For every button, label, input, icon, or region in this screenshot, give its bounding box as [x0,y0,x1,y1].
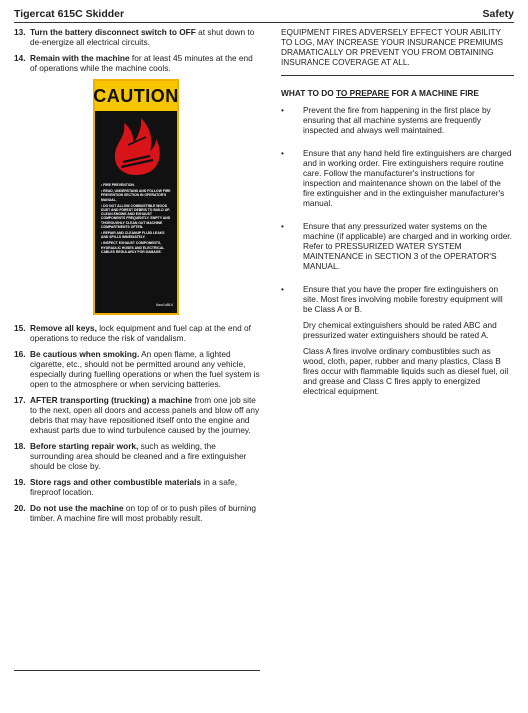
bullet-item [281,105,514,141]
heading-underlined: TO PREPARE [336,88,390,98]
right-column [281,27,514,409]
bullet-paragraph: Ensure that any pressurized water systems on the machine (if applicable) are charged and in working order. Refer to PRESSURIZED WATER SYSTEM MAINTENANCE in SECTION 3 of the OPERATOR'S MANUAL. [303,221,512,271]
item-text [30,441,260,471]
item-body: lock equipment and fuel cap at the end of operations to reduce the risk of vandalism. [30,323,251,343]
list-item [14,53,260,73]
caution-item: • REPAIR AND CLEANUP FLUID LEAKS AND SPILLS IMMEDIATELY. [101,231,165,240]
insurance-warning: EQUIPMENT FIRES ADVERSELY EFFECT YOUR ABILITY TO LOG, MAY INCREASE YOUR INSURANCE PREMIUMS DRAMATICALLY OR PREVENT YOU FROM OBTAINING INSURANCE COVERAGE AT ALL. [281,27,504,67]
item-text [30,395,260,435]
list-item [14,323,260,343]
item-text [30,27,260,47]
item-text [30,503,260,523]
page-header [14,6,514,20]
bullet-body [303,221,514,277]
item-number: 18. [14,441,26,451]
caution-list [101,183,171,254]
header-section: Safety [482,8,514,20]
bullet-item [281,284,514,402]
item-body: from one job site to the next, open all doors and access panels and blow off any debris that may have repositioned itself onto the engine and exhaust parts due to wind turbulence caused by the journey. [30,395,260,435]
item-lead: Do not use the machine [30,503,124,513]
caution-item: • READ, UNDERSTAND AND FOLLOW FIRE PREVENTION SECTION IN OPERATOR'S MANUAL. [101,189,171,202]
item-lead: Turn the battery disconnect switch to OFF [30,27,196,37]
heading-suffix: FOR A MACHINE FIRE [389,88,479,98]
header-title: Tigercat 615C Skidder [14,8,125,20]
bullet-paragraph: Prevent the fire from happening in the first place by ensuring that all machine systems are frequently inspected and always well maintained. [303,105,491,135]
bullet-body [303,148,514,214]
item-number: 15. [14,323,26,333]
item-body: for at least 45 minutes at the end of operations while the machine cools. [30,53,253,73]
list-item [14,441,260,471]
caution-title: CAUTION [95,81,177,111]
item-lead: Before starting repair work, [30,441,139,451]
caution-item: • INSPECT EXHAUST COMPONENTS, HYDRAULIC HOSES AND ELECTRICAL CABLES REGULARLY FOR DAMAGE. [101,241,165,254]
item-text [30,53,260,73]
bullet-dot: • [281,284,284,294]
item-lead: Remove all keys, [30,323,97,333]
item-text [30,323,260,343]
item-body: in a safe, fireproof location. [30,477,238,497]
bullet-item [281,148,514,214]
item-body: such as welding, the surrounding area should be cleaned and a fire extinguisher should be close by. [30,441,247,471]
item-text [30,349,260,389]
bullet-body [303,284,514,402]
header-rule [14,22,514,23]
caution-item: • DO NOT ALLOW COMBUSTIBLE WOOD DUST AND FOREST DEBRIS TO BUILD UP. CLEAN ENGINE AND EXHAUST COMPONENTS FREQUENTLY. EMPTY AND THOROUGHLY CLEAN OUT MACHINE COMPARTMENTS OFTEN. [101,203,171,229]
item-body: An open flame, a lighted cigarette, etc., should not be permitted around any vehicle, especially during fuelling operations or when the fuel system is open to the atmosphere or when servicing batteries. [30,349,260,389]
bullet-paragraph: Ensure that you have the proper fire extinguishers on site. Most fires involving mobile forestry equipment will be Class A or B. [303,284,503,314]
caution-decal [93,79,179,315]
list-item [14,477,260,497]
caution-item: • FIRE PREVENTION. [101,183,135,187]
list-item [14,395,260,435]
heading-prefix: WHAT TO DO [281,88,336,98]
item-body: on top of or to push piles of burning timber. A machine fire will most probably result. [30,503,256,523]
section-heading [281,88,514,98]
bullet-dot: • [281,148,284,158]
bullet-paragraph: Dry chemical extinguishers should be rated ABC and pressurized water extinguishers should be rated A. [303,320,497,340]
bullet-item [281,221,514,277]
item-lead: Store rags and other combustible materials [30,477,202,487]
decal-part-number: 6ooo1o58-6 [155,303,173,307]
item-number: 17. [14,395,26,405]
item-number: 20. [14,503,26,513]
bullet-paragraph: Class A fires involve ordinary combustibles such as wood, cloth, paper, rubber and many plastics, Class B fires occur with flammable liquids such as diesel fuel, oil and grease and Class C fires apply to energized electrical equipment. [303,346,509,396]
list-item [14,349,260,389]
left-column-end-rule [14,670,260,671]
item-text [30,477,260,497]
item-number: 19. [14,477,26,487]
list-item [14,27,260,47]
bullet-body [303,105,514,141]
bullet-dot: • [281,105,284,115]
item-lead: Remain with the machine [30,53,130,63]
bullet-paragraph: Ensure that any hand held fire extinguishers are charged and in working order. Fire extinguishers require routine care. Follow the manufacturer's instructions for inspection and maintenance shown on the label of the fire extinguisher and in the extinguisher manufacturer's manual. [303,148,512,208]
item-number: 13. [14,27,26,37]
item-lead: Be cautious when smoking. [30,349,140,359]
left-column [14,27,260,529]
item-body: at shut down to de-energize all electrical circuits. [30,27,255,47]
item-lead: AFTER transporting (trucking) a machine [30,395,193,405]
item-number: 16. [14,349,26,359]
item-number: 14. [14,53,26,63]
list-item [14,503,260,523]
flame-icon [106,115,166,177]
section-divider [281,75,514,76]
bullet-dot: • [281,221,284,231]
